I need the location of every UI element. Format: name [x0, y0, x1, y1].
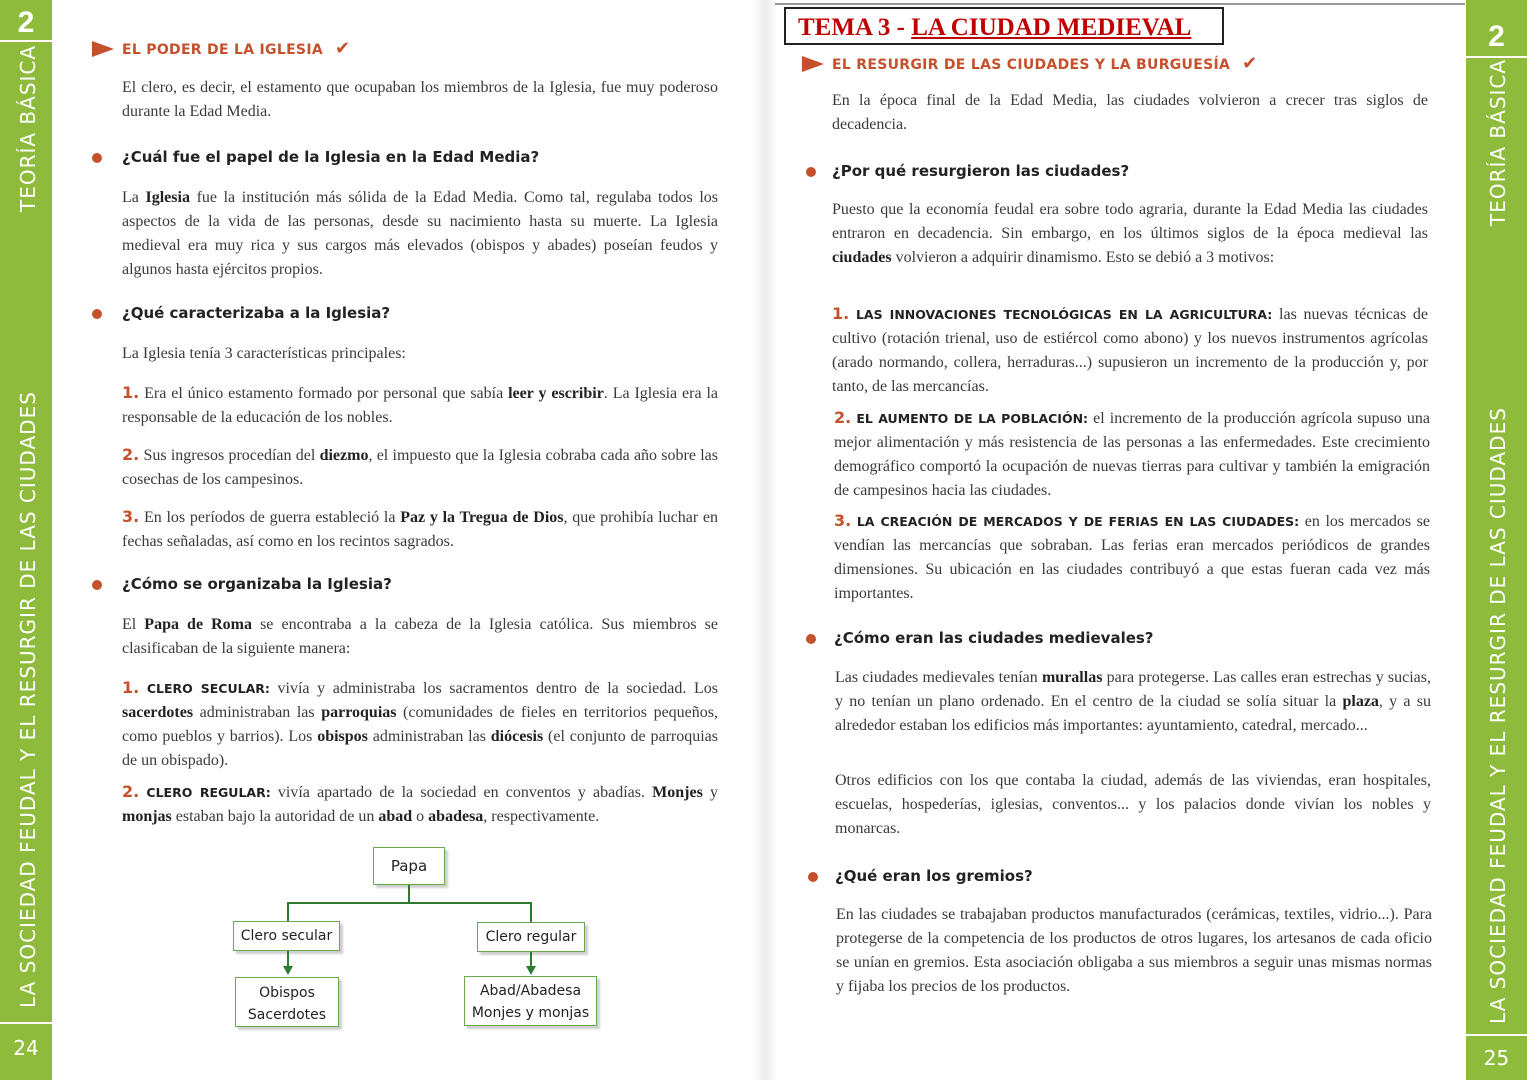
book-gutter: [752, 0, 778, 1080]
connector: [287, 902, 289, 922]
paragraph: Otros edificios con los que contaba la ciudad, además de las viviendas, eran hospitales, escuelas, hospederías, iglesias, conventos... y los palacios donde vivían los nobles y monarcas.: [835, 772, 1431, 837]
bullet-icon: [92, 580, 102, 590]
list-item: 3. En los períodos de guerra estableció la Paz y la Tregua de Dios, que prohibía luchar en fechas señaladas, así como en los recintos sagrados.: [122, 507, 719, 550]
spine-label-bottom: LA SOCIEDAD FEUDAL Y EL RESURGIR DE LAS CIUDADES: [16, 391, 40, 1008]
diagram-box-papa: Papa: [373, 847, 445, 885]
list-item: 2. Sus ingresos procedían del diezmo, el impuesto que la Iglesia cobraba cada año sobre las cosechas de los campesinos.: [122, 445, 718, 488]
bullet-icon: [808, 872, 818, 882]
page-number: 25: [1483, 1046, 1510, 1070]
list-item: 1. CLERO SECULAR: vivía y administraba los sacramentos dentro de la sociedad. Los sacerdotes administraban las parroquias (comunidades de fieles en territorios pequeños, como pueblos y barrios). Los obispos administraban las diócesis (el conjunto de parroquias de un obispado).: [122, 678, 718, 769]
connector: [287, 902, 532, 904]
diagram-box-clero-regular: Clero regular: [477, 922, 585, 952]
question-heading: ¿Cuál fue el papel de la Iglesia en la Edad Media?: [122, 148, 540, 166]
arrow-down-icon: [526, 966, 536, 975]
list-item: 2. CLERO REGULAR: vivía apartado de la sociedad en conventos y abadías. Monjes y monjas estaban bajo la autoridad de un abad o abadesa, respectivamente.: [122, 782, 719, 825]
diagram-box-clero-secular: Clero secular: [233, 921, 340, 951]
checkmark-icon: ✔: [1242, 53, 1258, 74]
list-item: 1. LAS INNOVACIONES TECNOLÓGICAS EN LA AGRICULTURA: las nuevas técnicas de cultivo (rotación trienal, uso de estiércol como abono) y los nuevos instrumentos agrícolas (arado normando, collera, herraduras...) supusieron un incremento de la producción y, por tanto, de las mercancías.: [832, 304, 1429, 395]
question-heading: ¿Qué eran los gremios?: [835, 867, 1033, 885]
intro-paragraph: El clero, es decir, el estamento que ocupaban los miembros de la Iglesia, fue muy poderoso durante la Edad Media.: [122, 79, 718, 120]
paragraph: En las ciudades se trabajaban productos manufacturados (cerámicas, textiles, vidrio...). Para protegerse de la competencia de los productos de otros lugares, los artesanos de cada oficio se unían en gremios. Esta asociación obligaba a sus miembros a seguir unas mismas normas y fijaba los precios de los productos.: [836, 906, 1432, 995]
paragraph: Las ciudades medievales tenían murallas para protegerse. Las calles eran estrechas y sucias, y no tenían un plano ordenado. En el centro de la ciudad se solía situar la plaza, y a su alrededor estaban los edificios más importantes: ayuntamiento, catedral, mercado...: [835, 669, 1432, 734]
top-rule: [775, 3, 1465, 5]
list-item: 2. EL AUMENTO DE LA POBLACIÓN: el incremento de la producción agrícola supuso una mejor alimentación y más resistencia de las personas a las enfermedades. Este crecimiento demográfico comportó la ocupación de nuevas tierras para cultivar y también la emigración de campesinos hacia las ciudades.: [834, 408, 1430, 499]
diagram-label: Abad/Abadesa: [479, 983, 582, 999]
arrow-down-icon: [283, 966, 293, 975]
page-number: 24: [13, 1036, 39, 1060]
question-heading: ¿Qué caracterizaba a la Iglesia?: [122, 304, 391, 322]
divider: [1466, 1034, 1527, 1036]
diagram-label: Monjes y monjas: [471, 1005, 590, 1021]
page-title: TEMA 3 - LA CIUDAD MEDIEVAL: [784, 7, 1224, 45]
divider: [0, 40, 52, 42]
section-heading: EL PODER DE LA IGLESIA ✔: [92, 38, 350, 59]
paragraph: La Iglesia tenía 3 características principales:: [122, 345, 406, 362]
triangle-icon: [92, 41, 114, 57]
paragraph: La Iglesia fue la institución más sólida de la Edad Media. Como tal, regulaba todos los aspectos de la vida de las personas, desde su nacimiento hasta su muerte. La Iglesia medieval era muy rica y sus cargos más elevados (obispos y abades) poseían feudos y algunos hasta ejércitos propios.: [122, 189, 719, 278]
divider: [0, 1022, 52, 1024]
left-spine: [0, 0, 52, 1080]
list-item: 3. LA CREACIÓN DE MERCADOS Y DE FERIAS EN LAS CIUDADES: en los mercados se vendían las mercancías que sobraban. Las ferias eran mercados periódicos de grandes dimensiones. Su ubicación en las ciudades contribuyó a que estas fueran cada vez más importantes.: [834, 511, 1430, 602]
spine-label-top: TEORÍA BÁSICA: [1486, 58, 1510, 226]
diagram-box-secular-members: [235, 977, 339, 1027]
spine-label-top: TEORÍA BÁSICA: [16, 44, 40, 212]
spine-label-bottom: LA SOCIEDAD FEUDAL Y EL RESURGIR DE LAS CIUDADES: [1486, 407, 1510, 1024]
paragraph: El Papa de Roma se encontraba a la cabeza de la Iglesia católica. Sus miembros se clasificaban de la siguiente manera:: [122, 616, 718, 657]
divider: [1466, 56, 1527, 58]
question-heading: ¿Cómo se organizaba la Iglesia?: [122, 575, 392, 593]
bullet-icon: [92, 309, 102, 319]
bullet-icon: [806, 634, 816, 644]
right-spine: [1466, 0, 1527, 1080]
section-heading: EL RESURGIR DE LAS CIUDADES Y LA BURGUESÍA ✔: [802, 53, 1258, 74]
connector: [408, 885, 410, 903]
connector: [530, 902, 532, 922]
triangle-icon: [802, 56, 824, 72]
diagram-box-regular-members: [464, 976, 597, 1026]
page-title-underlined: LA CIUDAD MEDIEVAL: [911, 14, 1192, 41]
diagram-label: Sacerdotes: [247, 1007, 327, 1023]
question-heading: ¿Por qué resurgieron las ciudades?: [832, 162, 1130, 180]
diagram-label: Obispos: [259, 985, 315, 1001]
intro-paragraph: En la época final de la Edad Media, las ciudades volvieron a crecer tras siglos de decadencia.: [832, 92, 1428, 133]
list-item: 1. Era el único estamento formado por personal que sabía leer y escribir. La Iglesia era la responsable de la educación de los nobles.: [122, 383, 718, 426]
chapter-number: 2: [1488, 20, 1505, 53]
chapter-number: 2: [17, 6, 35, 39]
checkmark-icon: ✔: [334, 38, 351, 59]
bullet-icon: [806, 167, 816, 177]
bullet-icon: [92, 153, 102, 163]
paragraph: Puesto que la economía feudal era sobre todo agraria, durante la Edad Media las ciudades entraron en decadencia. Sin embargo, en los últimos siglos de la época medieval las ciudades volvieron a adquirir dinamismo. Esto se debió a 3 motivos:: [832, 201, 1428, 266]
question-heading: ¿Cómo eran las ciudades medievales?: [834, 629, 1154, 647]
